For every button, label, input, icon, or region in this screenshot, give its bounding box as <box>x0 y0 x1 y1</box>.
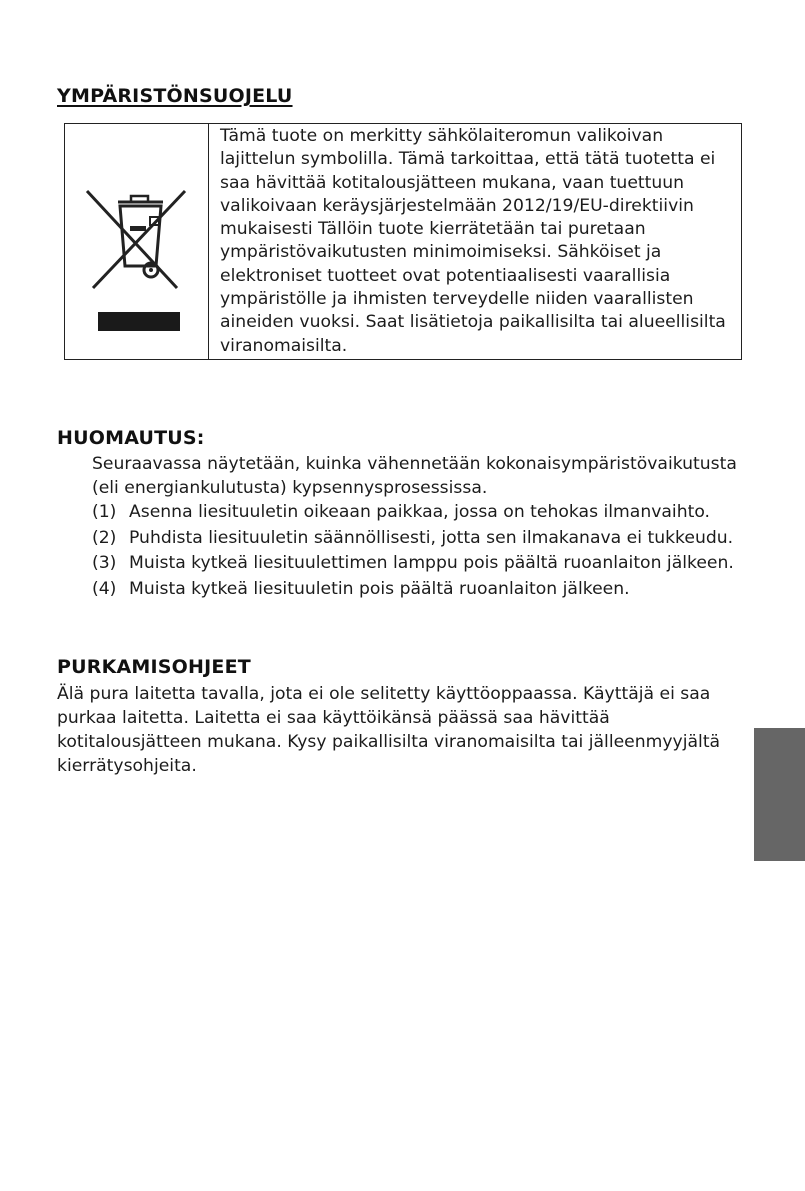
list-item <box>92 578 752 602</box>
note-intro: Seuraavassa näytetään, kuinka vähennetään kokonaisympäristövaikutusta (eli energiankulutusta) kypsennysprosessissa. <box>92 454 737 498</box>
list-item <box>92 527 752 551</box>
section-heading-note: HUOMAUTUS: <box>57 427 205 449</box>
weee-crossed-out-bin-icon <box>83 184 193 334</box>
list-item-number: (2) <box>92 527 117 548</box>
list-item-text: Muista kytkeä liesituulettimen lamppu pois päältä ruoanlaiton jälkeen. <box>129 553 734 573</box>
section-heading-disassembly: PURKAMISOHJEET <box>57 656 251 678</box>
note-block <box>92 453 752 603</box>
disassembly-text: Älä pura laitetta tavalla, jota ei ole selitetty käyttöoppaassa. Käyttäjä ei saa purkaa laitetta. Laitetta ei saa käyttöikänsä päässä saa hävittää kotitalousjätteen mukana. Kysy paikallisilta viranomaisilta tai jälleenmyyjältä kierrätysohjeita. <box>57 684 721 776</box>
language-side-tab <box>754 728 805 861</box>
list-item-number: (3) <box>92 553 117 573</box>
section-heading-environment: YMPÄRISTÖNSUOJELU <box>57 85 293 107</box>
list-item <box>92 501 752 525</box>
list-item-number: (4) <box>92 578 117 599</box>
list-item-text: Asenna liesituuletin oikeaan paikkaa, jossa on tehokas ilmanvaihto. <box>129 502 711 522</box>
list-item <box>92 552 752 576</box>
weee-info-box <box>64 123 742 360</box>
list-item-number: (1) <box>92 502 117 522</box>
list-item-text: Muista kytkeä liesituuletin pois päältä ruoanlaiton jälkeen. <box>129 578 630 599</box>
note-list <box>92 501 752 601</box>
weee-symbol-cell <box>65 124 209 359</box>
list-item-text: Puhdista liesituuletin säännöllisesti, jotta sen ilmakanava ei tukkeudu. <box>129 527 734 548</box>
weee-description: Tämä tuote on merkitty sähkölaiteromun valikoivan lajittelun symbolilla. Tämä tarkoittaa, että tätä tuotetta ei saa hävittää kotitalousjätteen mukana, vaan tuettuun valikoivaan keräysjärjestelmään 2012/19/EU-direktiivin mukaisesti Tällöin tuote kierrätetään tai puretaan ympäristövaikutusten minimoimiseksi. Sähköiset ja elektroniset tuotteet ovat potentiaalisesti vaarallisia ympäristölle ja ihmisten terveydelle niiden vaarallisten aineiden vuoksi. Saat lisätietoja paikallisilta tai alueellisilta viranomaisilta. <box>220 126 726 356</box>
